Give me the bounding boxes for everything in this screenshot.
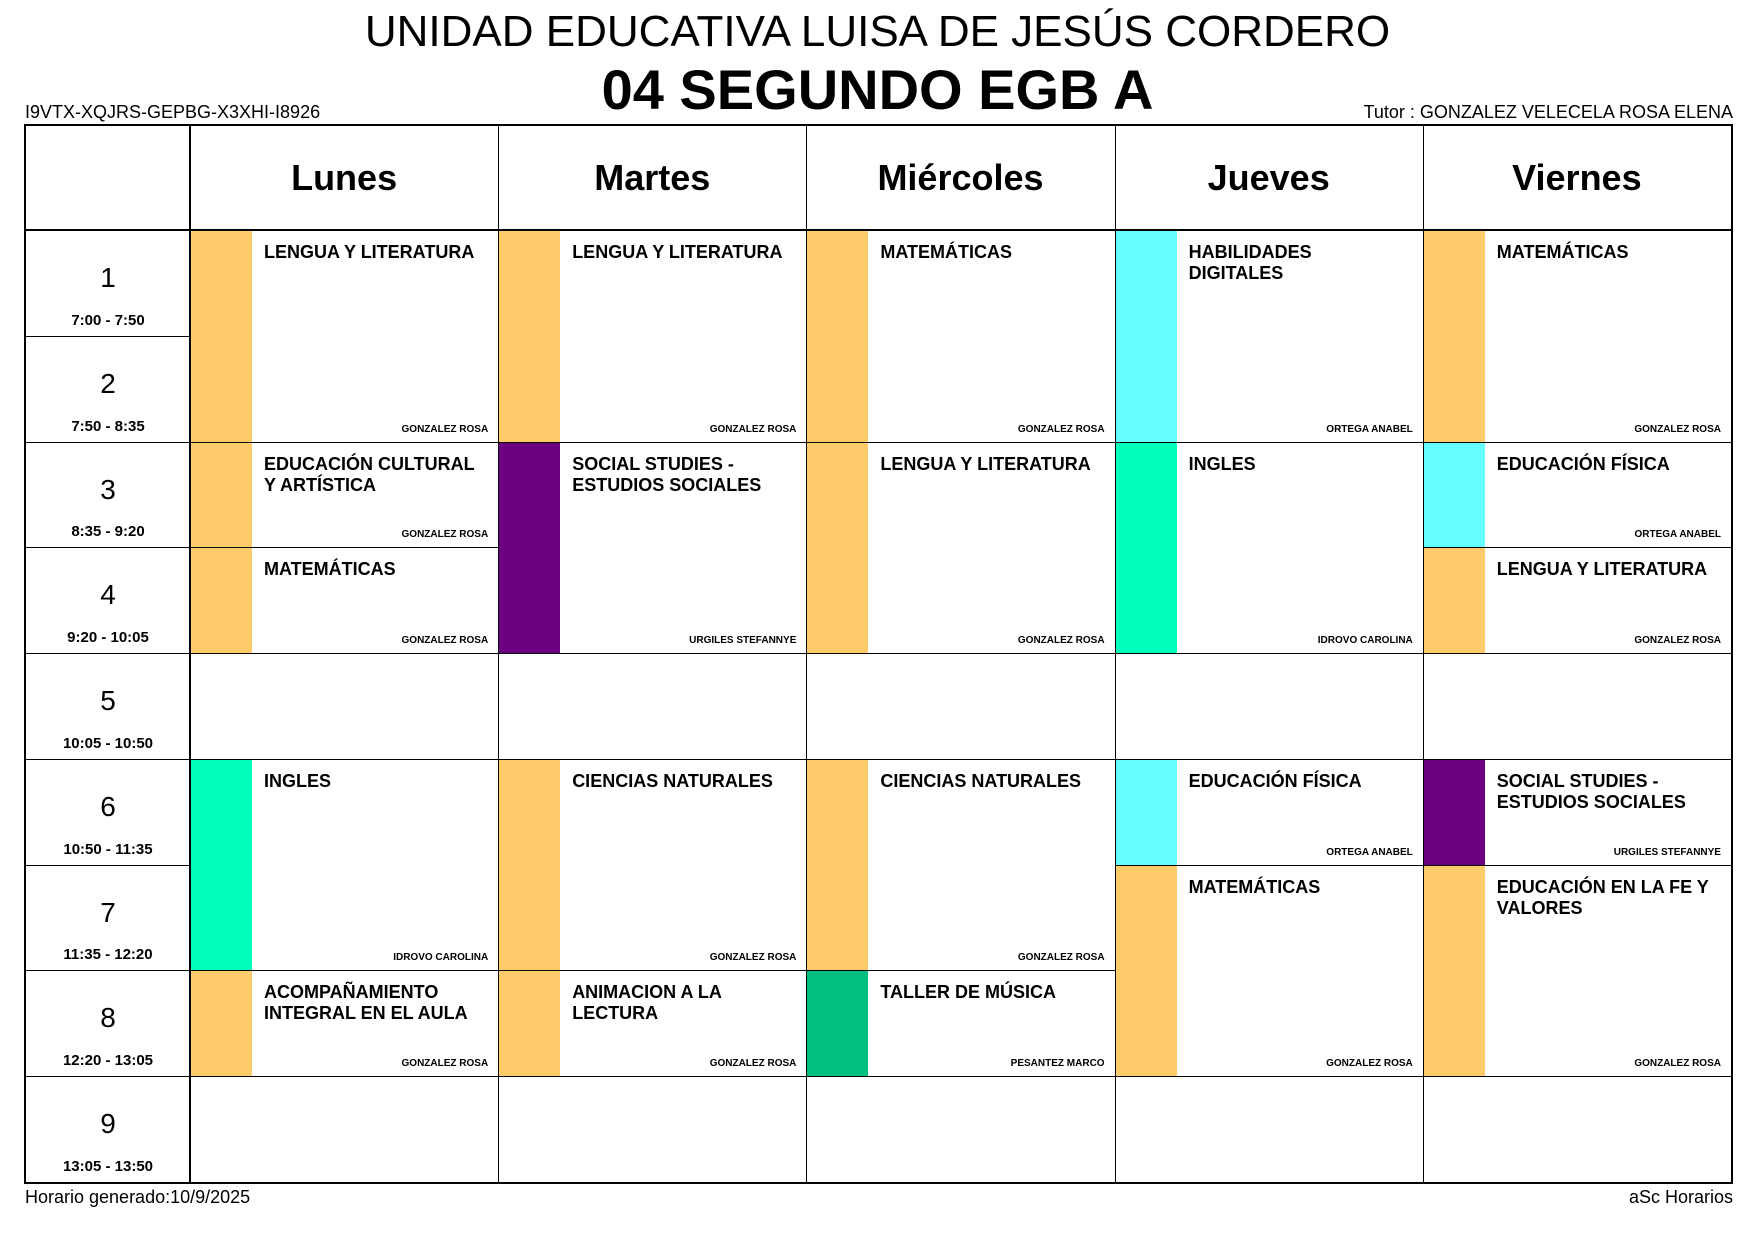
lesson-cell[interactable]: [499, 443, 806, 654]
subject-color-band: [1424, 231, 1485, 442]
teacher-name: IDROVO CAROLINA: [1317, 635, 1413, 647]
period-time: 10:50 - 11:35: [63, 840, 153, 858]
teacher-name: GONZALEZ ROSA: [1017, 635, 1105, 647]
lesson-cell[interactable]: [191, 760, 498, 971]
row-divider: [26, 547, 190, 548]
period-number: 5: [100, 685, 116, 717]
subject-name: LENGUA Y LITERATURA: [264, 242, 475, 262]
lesson-cell[interactable]: [1424, 866, 1731, 1077]
period-time: 7:00 - 7:50: [71, 311, 145, 329]
row-divider: [1423, 1076, 1731, 1077]
period-number: 7: [100, 896, 116, 928]
lesson-cell[interactable]: [1116, 866, 1423, 1077]
subject-name: INGLES: [264, 770, 332, 791]
teacher-name: GONZALEZ ROSA: [709, 1058, 797, 1070]
subject-name: LENGUA Y LITERATURA: [572, 242, 783, 262]
teacher-name: ORTEGA ANABEL: [1326, 423, 1413, 435]
row-divider: [1115, 1076, 1423, 1077]
lesson-cell[interactable]: [499, 971, 806, 1076]
subject-color-band: [1116, 866, 1177, 1077]
lesson-cell[interactable]: [1116, 231, 1423, 442]
subject-color-band: [1116, 231, 1177, 442]
teacher-name: ORTEGA ANABEL: [1634, 529, 1721, 541]
teacher-name: GONZALEZ ROSA: [1634, 423, 1721, 435]
period-number: 9: [100, 1108, 116, 1140]
period-time: 13:05 - 13:50: [62, 1158, 154, 1175]
subject-name: SOCIAL STUDIES - ESTUDIOS SOCIALES: [1496, 770, 1686, 812]
app-name: aSc Horarios: [1628, 1187, 1733, 1207]
lesson-cell[interactable]: [1424, 231, 1731, 442]
row-divider: [498, 1076, 806, 1077]
subject-color-band: [499, 443, 560, 654]
class-title: 04 SEGUNDO EGB A: [601, 58, 1154, 121]
period-number: 6: [100, 790, 116, 822]
subject-name: TALLER DE MÚSICA: [880, 982, 1057, 1003]
lesson-cell[interactable]: [807, 443, 1114, 654]
period-time: 10:05 - 10:50: [62, 734, 154, 752]
teacher-name: GONZALEZ ROSA: [1017, 952, 1105, 964]
subject-color-band: [191, 760, 252, 971]
period-number: 2: [100, 367, 116, 399]
row-divider: [26, 970, 190, 971]
school-name: UNIDAD EDUCATIVA LUISA DE JESÚS CORDERO: [364, 7, 1391, 56]
row-divider: [26, 336, 190, 337]
subject-name: LENGUA Y LITERATURA: [1496, 559, 1708, 580]
subject-name: SOCIAL STUDIES - ESTUDIOS SOCIALES: [572, 453, 762, 495]
subject-name: EDUCACIÓN EN LA FE Y VALORES: [1496, 876, 1709, 918]
period-number: 1: [100, 262, 116, 293]
generated-date: Horario generado:10/9/2025: [25, 1187, 251, 1207]
subject-color-band: [191, 231, 252, 442]
subject-color-band: [499, 971, 560, 1076]
lesson-cell[interactable]: [807, 760, 1114, 971]
subject-color-band: [499, 760, 560, 971]
lesson-cell[interactable]: [191, 971, 498, 1076]
timetable-code: I9VTX-XQJRS-GEPBG-X3XHI-I8926: [25, 102, 321, 122]
lesson-cell[interactable]: [1116, 443, 1423, 654]
row-divider: [26, 442, 190, 443]
subject-name: MATEMÁTICAS: [1496, 242, 1629, 262]
lesson-cell[interactable]: [191, 548, 498, 653]
teacher-name: GONZALEZ ROSA: [401, 635, 489, 647]
subject-name: ANIMACION A LA LECTURA: [572, 982, 722, 1024]
subject-color-band: [1116, 443, 1177, 654]
teacher-name: GONZALEZ ROSA: [401, 423, 489, 435]
teacher-name: IDROVO CAROLINA: [393, 952, 489, 964]
teacher-name: ORTEGA ANABEL: [1326, 846, 1413, 858]
teacher-name: GONZALEZ ROSA: [709, 423, 797, 435]
teacher-name: GONZALEZ ROSA: [1634, 1058, 1721, 1070]
period-time: 7:50 - 8:35: [71, 417, 145, 435]
lesson-cell[interactable]: [191, 231, 498, 442]
row-divider: [806, 653, 1114, 654]
period-number: 4: [100, 579, 116, 611]
subject-name: CIENCIAS NATURALES: [572, 770, 773, 791]
subject-color-band: [191, 548, 252, 653]
row-divider: [1423, 653, 1731, 654]
subject-color-band: [807, 971, 868, 1076]
lesson-cell[interactable]: [807, 231, 1114, 442]
subject-color-band: [1424, 548, 1485, 653]
day-header: Martes: [594, 157, 711, 198]
teacher-name: GONZALEZ ROSA: [1326, 1058, 1413, 1070]
day-header: Miércoles: [877, 157, 1044, 198]
teacher-name: URGILES STEFANNYE: [1613, 846, 1721, 858]
tutor-label: Tutor : GONZALEZ VELECELA ROSA ELENA: [1363, 102, 1733, 122]
period-time: 8:35 - 9:20: [71, 523, 145, 541]
period-time: 12:20 - 13:05: [62, 1052, 154, 1070]
period-time: 11:35 - 12:20: [63, 946, 153, 964]
row-divider: [806, 1076, 1114, 1077]
period-number: 3: [100, 473, 116, 505]
lesson-cell[interactable]: [499, 231, 806, 442]
subject-name: EDUCACIÓN FÍSICA: [1496, 453, 1670, 474]
lesson-cell[interactable]: [191, 443, 498, 548]
teacher-name: GONZALEZ ROSA: [709, 952, 797, 964]
subject-name: MATEMÁTICAS: [264, 559, 396, 580]
day-header: Lunes: [291, 157, 398, 198]
day-header: Viernes: [1512, 157, 1642, 198]
subject-name: CIENCIAS NATURALES: [880, 770, 1082, 791]
subject-name: HABILIDADES DIGITALES: [1188, 242, 1312, 283]
lesson-cell[interactable]: [1424, 548, 1731, 653]
teacher-name: URGILES STEFANNYE: [689, 635, 797, 647]
teacher-name: GONZALEZ ROSA: [1634, 635, 1721, 647]
subject-name: ACOMPAÑAMIENTO INTEGRAL EN EL AULA: [264, 982, 468, 1024]
subject-name: MATEMÁTICAS: [880, 242, 1013, 262]
period-time: 9:20 - 10:05: [67, 629, 149, 647]
timetable-grid: [24, 124, 1733, 1184]
subject-color-band: [1424, 443, 1485, 548]
teacher-name: PESANTEZ MARCO: [1010, 1058, 1105, 1070]
row-divider: [498, 653, 806, 654]
subject-color-band: [499, 231, 560, 442]
subject-color-band: [191, 443, 252, 548]
row-divider: [26, 653, 190, 654]
subject-color-band: [807, 760, 868, 971]
row-divider: [1115, 653, 1423, 654]
lesson-cell[interactable]: [499, 760, 806, 971]
teacher-name: GONZALEZ ROSA: [401, 1058, 489, 1070]
row-divider: [190, 653, 498, 654]
lesson-cell[interactable]: [807, 971, 1114, 1076]
subject-color-band: [807, 443, 868, 654]
lesson-cell[interactable]: [1424, 760, 1731, 865]
lesson-cell[interactable]: [1424, 443, 1731, 548]
teacher-name: GONZALEZ ROSA: [1017, 423, 1105, 435]
day-header: Jueves: [1207, 157, 1330, 198]
period-number: 8: [100, 1002, 116, 1034]
row-divider: [26, 1076, 190, 1077]
subject-color-band: [1424, 760, 1485, 865]
subject-name: MATEMÁTICAS: [1188, 876, 1321, 897]
subject-name: EDUCACIÓN CULTURAL Y ARTÍSTICA: [264, 453, 475, 495]
teacher-name: GONZALEZ ROSA: [401, 529, 489, 541]
row-divider: [26, 865, 190, 866]
subject-color-band: [807, 231, 868, 442]
subject-color-band: [1116, 760, 1177, 865]
subject-color-band: [1424, 866, 1485, 1077]
subject-name: EDUCACIÓN FÍSICA: [1188, 770, 1362, 791]
subject-color-band: [191, 971, 252, 1076]
row-divider: [26, 759, 190, 760]
subject-name: LENGUA Y LITERATURA: [880, 453, 1091, 474]
lesson-cell[interactable]: [1116, 760, 1423, 865]
subject-name: INGLES: [1188, 453, 1256, 474]
row-divider: [190, 1076, 498, 1077]
